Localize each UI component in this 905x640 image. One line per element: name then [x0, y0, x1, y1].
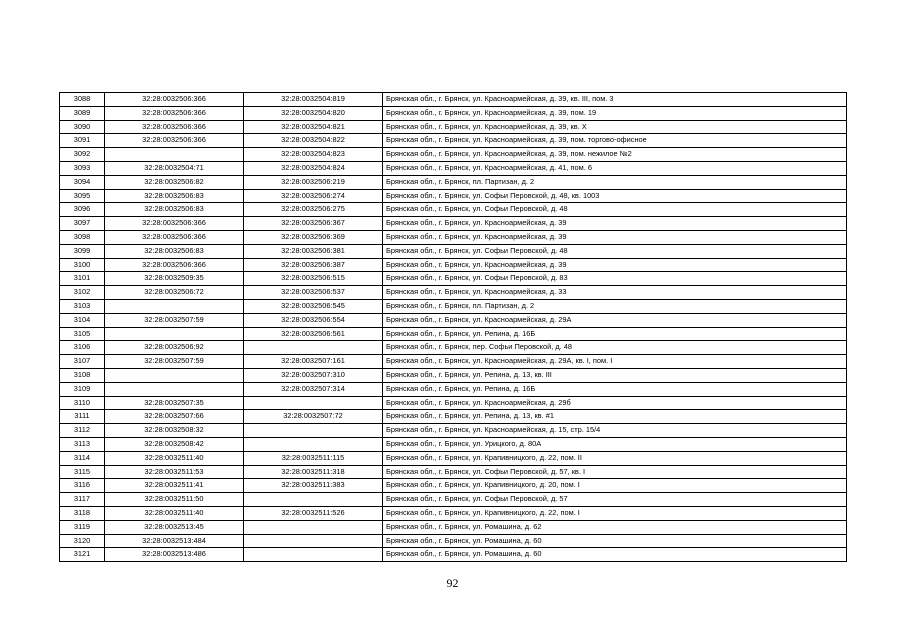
parcel-number-cell: 32:28:0032513:45 [105, 520, 244, 534]
table-row [60, 396, 847, 410]
table-row [60, 424, 847, 438]
row-number-cell: 3099 [60, 244, 105, 258]
row-number-cell: 3092 [60, 148, 105, 162]
object-number-cell: 32:28:0032504:822 [244, 134, 383, 148]
row-number-cell: 3090 [60, 120, 105, 134]
parcel-number-cell: 32:28:0032507:35 [105, 396, 244, 410]
row-number-cell: 3113 [60, 437, 105, 451]
address-cell: Брянская обл., г. Брянск, ул. Крапивницкого, д. 22, пом. I [383, 506, 847, 520]
table-row [60, 534, 847, 548]
table-row [60, 161, 847, 175]
address-cell: Брянская обл., г. Брянск, ул. Урицкого, д. 80А [383, 437, 847, 451]
table-row [60, 493, 847, 507]
registry-table-body [60, 93, 847, 562]
table-row [60, 341, 847, 355]
address-cell: Брянская обл., г. Брянск, ул. Софьи Перовской, д. 48, кв. 1003 [383, 189, 847, 203]
row-number-cell: 3112 [60, 424, 105, 438]
parcel-number-cell: 32:28:0032508:42 [105, 437, 244, 451]
address-cell: Брянская обл., г. Брянск, ул. Софьи Перовской, д. 48 [383, 203, 847, 217]
row-number-cell: 3089 [60, 106, 105, 120]
table-row [60, 327, 847, 341]
parcel-number-cell: 32:28:0032508:32 [105, 424, 244, 438]
address-cell: Брянская обл., г. Брянск, ул. Красноармейская, д. 39, пом. нежилое №2 [383, 148, 847, 162]
parcel-number-cell: 32:28:0032511:40 [105, 506, 244, 520]
row-number-cell: 3114 [60, 451, 105, 465]
address-cell: Брянская обл., г. Брянск, ул. Репина, д. 13, кв. #1 [383, 410, 847, 424]
parcel-number-cell: 32:28:0032513:486 [105, 548, 244, 562]
object-number-cell: 32:28:0032506:369 [244, 230, 383, 244]
row-number-cell: 3119 [60, 520, 105, 534]
address-cell: Брянская обл., г. Брянск, ул. Софьи Перовской, д. 57, кв. I [383, 465, 847, 479]
table-row [60, 120, 847, 134]
object-number-cell: 32:28:0032511:115 [244, 451, 383, 465]
table-row [60, 506, 847, 520]
row-number-cell: 3111 [60, 410, 105, 424]
parcel-number-cell: 32:28:0032507:59 [105, 313, 244, 327]
object-number-cell: 32:28:0032504:823 [244, 148, 383, 162]
parcel-number-cell: 32:28:0032506:366 [105, 134, 244, 148]
parcel-number-cell: 32:28:0032511:53 [105, 465, 244, 479]
object-number-cell [244, 534, 383, 548]
object-number-cell: 32:28:0032506:219 [244, 175, 383, 189]
table-row [60, 230, 847, 244]
table-row [60, 244, 847, 258]
object-number-cell: 32:28:0032504:821 [244, 120, 383, 134]
object-number-cell [244, 396, 383, 410]
parcel-number-cell: 32:28:0032506:83 [105, 203, 244, 217]
object-number-cell [244, 520, 383, 534]
address-cell: Брянская обл., г. Брянск, ул. Красноармейская, д. 15, стр. 15/4 [383, 424, 847, 438]
address-cell: Брянская обл., г. Брянск, ул. Красноармейская, д. 39, кв. X [383, 120, 847, 134]
address-cell: Брянская обл., г. Брянск, ул. Репина, д. 16Б [383, 327, 847, 341]
table-row [60, 465, 847, 479]
address-cell: Брянская обл., г. Брянск, ул. Ромашина, д. 62 [383, 520, 847, 534]
row-number-cell: 3098 [60, 230, 105, 244]
object-number-cell [244, 493, 383, 507]
table-row [60, 410, 847, 424]
address-cell: Брянская обл., г. Брянск, ул. Красноармейская, д. 33 [383, 286, 847, 300]
address-cell: Брянская обл., г. Брянск, ул. Репина, д. 13, кв. III [383, 368, 847, 382]
row-number-cell: 3104 [60, 313, 105, 327]
row-number-cell: 3088 [60, 93, 105, 107]
table-row [60, 203, 847, 217]
row-number-cell: 3107 [60, 355, 105, 369]
object-number-cell [244, 548, 383, 562]
table-row [60, 299, 847, 313]
address-cell: Брянская обл., г. Брянск, ул. Ромашина, д. 60 [383, 534, 847, 548]
object-number-cell: 32:28:0032506:275 [244, 203, 383, 217]
parcel-number-cell: 32:28:0032506:366 [105, 217, 244, 231]
table-row [60, 134, 847, 148]
row-number-cell: 3096 [60, 203, 105, 217]
row-number-cell: 3108 [60, 368, 105, 382]
row-number-cell: 3106 [60, 341, 105, 355]
parcel-number-cell: 32:28:0032504:71 [105, 161, 244, 175]
table-row [60, 479, 847, 493]
address-cell: Брянская обл., г. Брянск, ул. Красноармейская, д. 41, пом. 6 [383, 161, 847, 175]
object-number-cell [244, 424, 383, 438]
parcel-number-cell: 32:28:0032506:83 [105, 244, 244, 258]
parcel-number-cell: 32:28:0032506:82 [105, 175, 244, 189]
row-number-cell: 3109 [60, 382, 105, 396]
parcel-number-cell: 32:28:0032506:366 [105, 120, 244, 134]
row-number-cell: 3094 [60, 175, 105, 189]
row-number-cell: 3093 [60, 161, 105, 175]
parcel-number-cell [105, 299, 244, 313]
object-number-cell: 32:28:0032506:561 [244, 327, 383, 341]
row-number-cell: 3115 [60, 465, 105, 479]
row-number-cell: 3117 [60, 493, 105, 507]
object-number-cell [244, 437, 383, 451]
address-cell: Брянская обл., г. Брянск, ул. Красноармейская, д. 39, кв. III, пом. 3 [383, 93, 847, 107]
object-number-cell: 32:28:0032507:161 [244, 355, 383, 369]
object-number-cell: 32:28:0032506:515 [244, 272, 383, 286]
parcel-number-cell: 32:28:0032506:83 [105, 189, 244, 203]
table-row [60, 189, 847, 203]
parcel-number-cell: 32:28:0032511:40 [105, 451, 244, 465]
parcel-number-cell [105, 327, 244, 341]
table-row [60, 93, 847, 107]
parcel-number-cell [105, 382, 244, 396]
object-number-cell: 32:28:0032504:819 [244, 93, 383, 107]
table-row [60, 548, 847, 562]
row-number-cell: 3120 [60, 534, 105, 548]
address-cell: Брянская обл., г. Брянск, пл. Партизан, д. 2 [383, 175, 847, 189]
address-cell: Брянская обл., г. Брянск, пер. Софьи Перовской, д. 48 [383, 341, 847, 355]
table-row [60, 520, 847, 534]
address-cell: Брянская обл., г. Брянск, ул. Ромашина, д. 60 [383, 548, 847, 562]
object-number-cell: 32:28:0032507:72 [244, 410, 383, 424]
table-row [60, 355, 847, 369]
table-row [60, 106, 847, 120]
object-number-cell: 32:28:0032506:545 [244, 299, 383, 313]
parcel-number-cell: 32:28:0032513:484 [105, 534, 244, 548]
address-cell: Брянская обл., г. Брянск, ул. Крапивницкого, д. 22, пом. II [383, 451, 847, 465]
address-cell: Брянская обл., г. Брянск, ул. Красноармейская, д. 39 [383, 217, 847, 231]
object-number-cell: 32:28:0032511:383 [244, 479, 383, 493]
address-cell: Брянская обл., г. Брянск, ул. Красноармейская, д. 29А [383, 313, 847, 327]
row-number-cell: 3101 [60, 272, 105, 286]
row-number-cell: 3110 [60, 396, 105, 410]
table-row [60, 382, 847, 396]
parcel-number-cell: 32:28:0032507:66 [105, 410, 244, 424]
row-number-cell: 3105 [60, 327, 105, 341]
parcel-number-cell: 32:28:0032511:41 [105, 479, 244, 493]
object-number-cell: 32:28:0032504:820 [244, 106, 383, 120]
address-cell: Брянская обл., г. Брянск, ул. Красноармейская, д. 29б [383, 396, 847, 410]
object-number-cell: 32:28:0032506:537 [244, 286, 383, 300]
parcel-number-cell: 32:28:0032506:366 [105, 230, 244, 244]
table-row [60, 272, 847, 286]
address-cell: Брянская обл., г. Брянск, ул. Репина, д. 16Б [383, 382, 847, 396]
object-number-cell: 32:28:0032507:310 [244, 368, 383, 382]
parcel-number-cell [105, 368, 244, 382]
object-number-cell: 32:28:0032511:318 [244, 465, 383, 479]
address-cell: Брянская обл., г. Брянск, ул. Софьи Перовской, д. 48 [383, 244, 847, 258]
address-cell: Брянская обл., г. Брянск, ул. Красноармейская, д. 29А, кв. I, пом. I [383, 355, 847, 369]
parcel-number-cell: 32:28:0032506:72 [105, 286, 244, 300]
address-cell: Брянская обл., г. Брянск, ул. Красноармейская, д. 39 [383, 258, 847, 272]
parcel-number-cell: 32:28:0032506:92 [105, 341, 244, 355]
object-number-cell: 32:28:0032506:274 [244, 189, 383, 203]
parcel-number-cell [105, 148, 244, 162]
row-number-cell: 3097 [60, 217, 105, 231]
address-cell: Брянская обл., г. Брянск, ул. Крапивницкого, д. 20, пом. I [383, 479, 847, 493]
object-number-cell: 32:28:0032504:824 [244, 161, 383, 175]
object-number-cell: 32:28:0032507:314 [244, 382, 383, 396]
page-number: 92 [446, 576, 459, 590]
address-cell: Брянская обл., г. Брянск, пл. Партизан, д. 2 [383, 299, 847, 313]
row-number-cell: 3116 [60, 479, 105, 493]
object-number-cell: 32:28:0032511:526 [244, 506, 383, 520]
object-number-cell [244, 341, 383, 355]
address-cell: Брянская обл., г. Брянск, ул. Красноармейская, д. 39, пом. 19 [383, 106, 847, 120]
address-cell: Брянская обл., г. Брянск, ул. Софьи Перовской, д. 83 [383, 272, 847, 286]
parcel-number-cell: 32:28:0032507:59 [105, 355, 244, 369]
table-row [60, 258, 847, 272]
table-row [60, 175, 847, 189]
table-row [60, 437, 847, 451]
object-number-cell: 32:28:0032506:554 [244, 313, 383, 327]
address-cell: Брянская обл., г. Брянск, ул. Софьи Перовской, д. 57 [383, 493, 847, 507]
row-number-cell: 3095 [60, 189, 105, 203]
parcel-number-cell: 32:28:0032506:366 [105, 93, 244, 107]
table-row [60, 451, 847, 465]
registry-table [59, 92, 847, 562]
object-number-cell: 32:28:0032506:387 [244, 258, 383, 272]
object-number-cell: 32:28:0032506:367 [244, 217, 383, 231]
parcel-number-cell: 32:28:0032506:366 [105, 106, 244, 120]
table-row [60, 368, 847, 382]
address-cell: Брянская обл., г. Брянск, ул. Красноармейская, д. 39, пом. торгово-офисное [383, 134, 847, 148]
row-number-cell: 3121 [60, 548, 105, 562]
row-number-cell: 3118 [60, 506, 105, 520]
table-row [60, 313, 847, 327]
address-cell: Брянская обл., г. Брянск, ул. Красноармейская, д. 39 [383, 230, 847, 244]
row-number-cell: 3103 [60, 299, 105, 313]
object-number-cell: 32:28:0032506:381 [244, 244, 383, 258]
row-number-cell: 3100 [60, 258, 105, 272]
table-row [60, 217, 847, 231]
parcel-number-cell: 32:28:0032509:35 [105, 272, 244, 286]
row-number-cell: 3091 [60, 134, 105, 148]
parcel-number-cell: 32:28:0032506:366 [105, 258, 244, 272]
row-number-cell: 3102 [60, 286, 105, 300]
parcel-number-cell: 32:28:0032511:50 [105, 493, 244, 507]
table-row [60, 286, 847, 300]
table-row [60, 148, 847, 162]
